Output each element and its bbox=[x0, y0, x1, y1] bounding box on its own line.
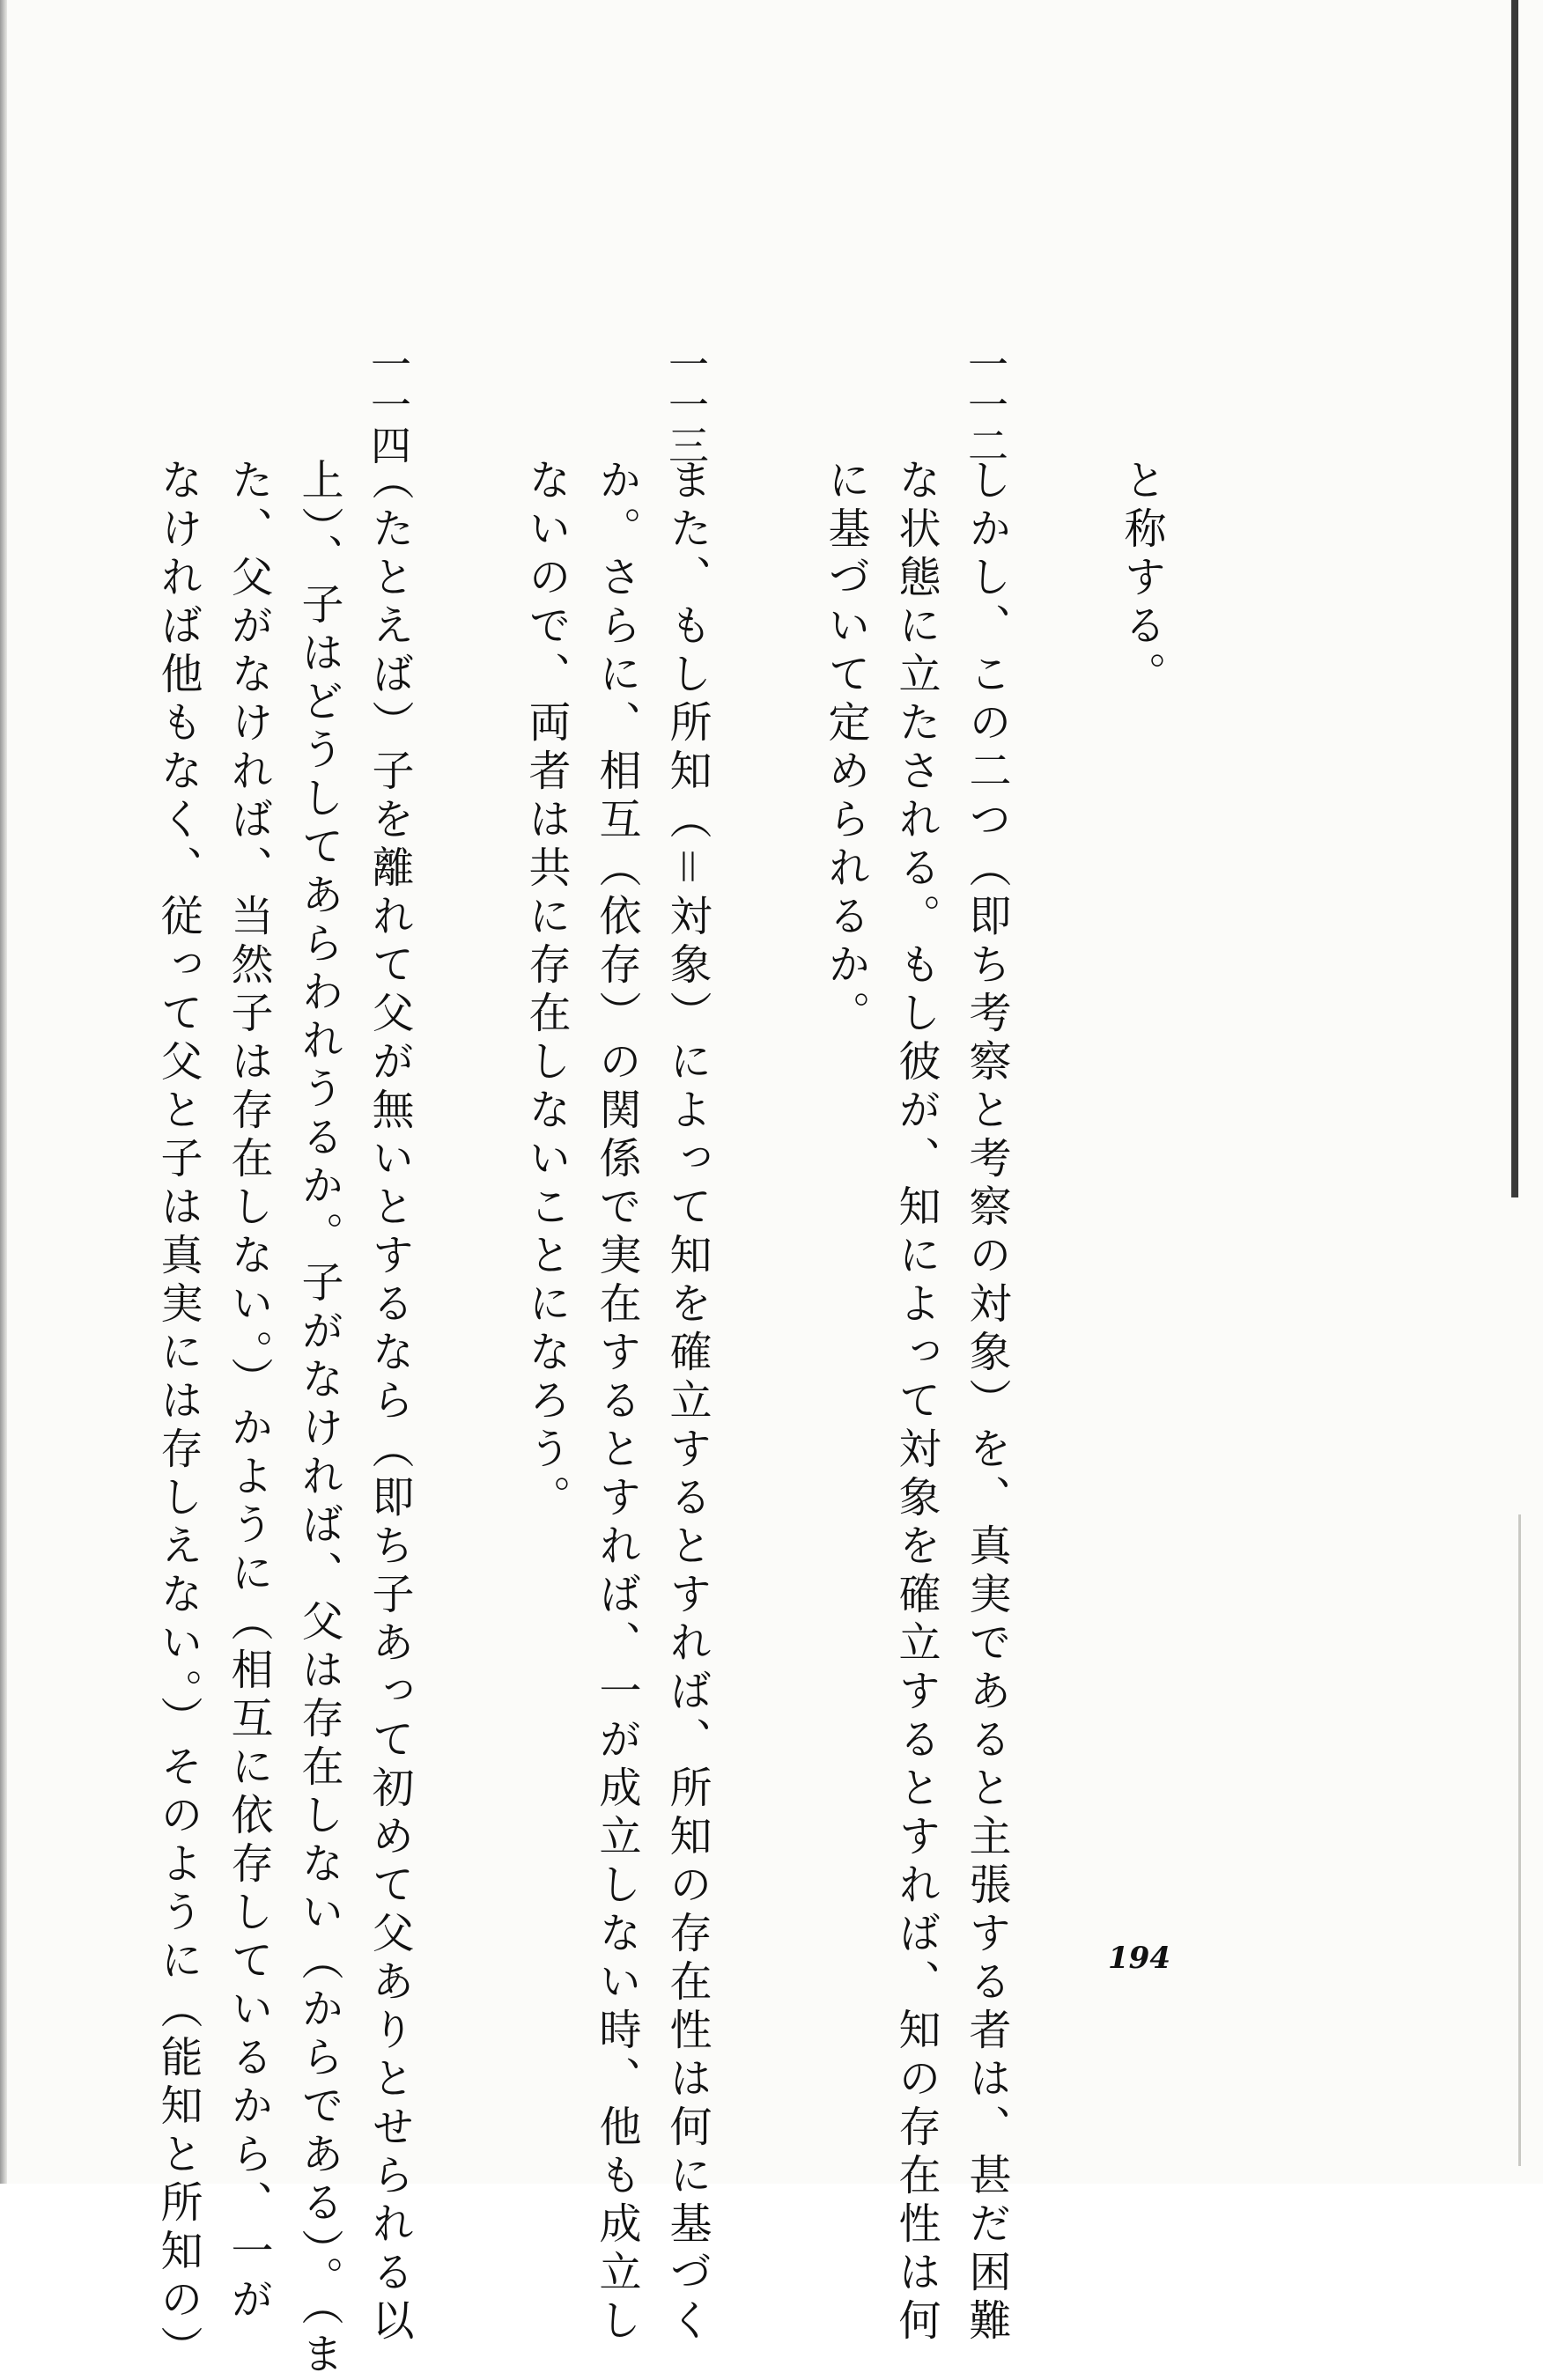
section-number: 一一二 bbox=[962, 343, 1009, 465]
text-line: と称する。 bbox=[1117, 458, 1166, 700]
text-line: 上）、子はどうしてあらわれうるか。子がなければ、父は存在しない（からである）。（ま bbox=[294, 458, 343, 2380]
page-right-edge-rule bbox=[1511, 0, 1518, 1197]
page-number: 194 bbox=[1108, 1941, 1170, 1976]
section-number: 一一三 bbox=[662, 343, 710, 465]
text-line: か。さらに、相互（依存）の関係で実在するとすれば、一が成立しない時、他も成立し bbox=[592, 458, 641, 2347]
text-line: なければ他もなく、従って父と子は真実には存しえない。）そのように（能知と所知の） bbox=[153, 458, 203, 2374]
page-left-edge-shadow bbox=[0, 0, 7, 2184]
text-line: に基づいて定められるか。 bbox=[821, 458, 870, 1039]
text-line: ないので、両者は共に存在しないことになろう。 bbox=[521, 458, 571, 1523]
section-number: 一一四 bbox=[365, 343, 412, 465]
text-line: しかし、この二つ（即ち考察と考察の対象）を、真実であると主張する者は、甚だ困難 bbox=[962, 458, 1011, 2347]
text-line: （たとえば）子を離れて父が無いとするなら（即ち子あって初めて父ありとせられる以 bbox=[365, 458, 414, 2347]
text-line: な状態に立たされる。もし彼が、知によって対象を確立するとすれば、知の存在性は何 bbox=[891, 458, 941, 2347]
page-right-edge-faint-rule bbox=[1518, 1514, 1521, 2166]
text-line: また、もし所知（＝対象）によって知を確立するとすれば、所知の存在性は何に基づく bbox=[662, 458, 712, 2347]
text-line: た、父がなければ、当然子は存在しない。）かように（相互に依存しているから、一が bbox=[224, 458, 273, 2325]
